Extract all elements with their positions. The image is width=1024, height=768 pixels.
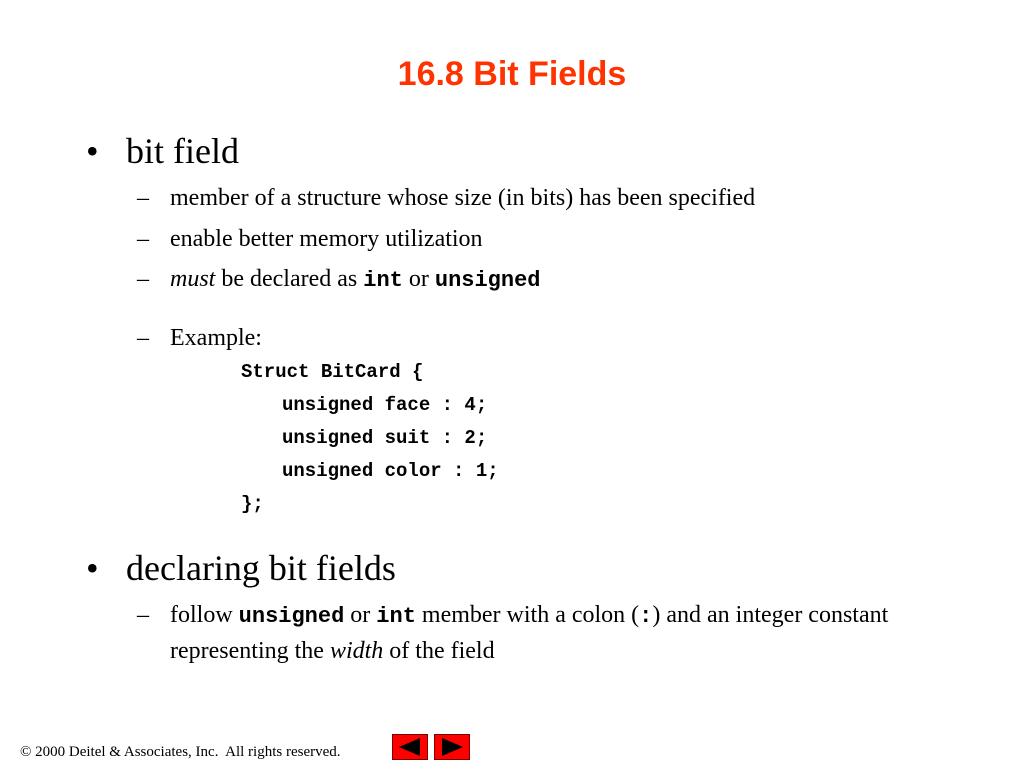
- text-segment: follow: [170, 602, 239, 628]
- dash-marker: –: [137, 226, 149, 252]
- subitem-text: [170, 262, 957, 298]
- next-slide-button[interactable]: [434, 734, 470, 760]
- left-arrow-icon: [393, 735, 427, 759]
- bullet-marker: •: [86, 548, 99, 588]
- right-arrow-icon: [435, 735, 469, 759]
- subitem-text: [170, 598, 957, 668]
- code-line-color: unsigned color : 1;: [282, 460, 499, 482]
- copyright-footer: © 2000 Deitel & Associates, Inc. All rights reserved.: [20, 744, 341, 760]
- code-colon: :: [639, 604, 653, 629]
- subitem-text: member of a structure whose size (in bits) has been specified: [170, 185, 756, 211]
- slide-title: 16.8 Bit Fields: [397, 55, 627, 93]
- code-line-face: unsigned face : 4;: [282, 394, 488, 416]
- bullet-text: declaring bit fields: [126, 548, 396, 588]
- example-label: Example:: [170, 325, 262, 351]
- subitem-text: enable better memory utilization: [170, 226, 483, 252]
- dash-marker: –: [137, 185, 149, 211]
- dash-marker: –: [137, 602, 149, 628]
- bullet-text: bit field: [126, 131, 239, 171]
- text-segment: or: [344, 602, 377, 628]
- subitem-follow-unsigned: [137, 598, 957, 668]
- text-segment: ) and an integer constant representing the: [170, 602, 895, 664]
- subitem-must-be-declared: [137, 262, 957, 298]
- text-segment: or: [402, 266, 435, 292]
- emphasis-width: width: [329, 638, 384, 664]
- code-line-struct: Struct BitCard {: [241, 361, 424, 383]
- subitem-member-of-structure: [137, 181, 957, 215]
- bullet-marker: •: [86, 131, 99, 171]
- code-unsigned: unsigned: [434, 268, 541, 293]
- text-segment: member with a colon (: [415, 602, 640, 628]
- code-int: int: [376, 604, 416, 629]
- bullet-declaring-bit-fields: [86, 547, 396, 589]
- code-line-close: };: [241, 493, 264, 515]
- code-line-suit: unsigned suit : 2;: [282, 427, 488, 449]
- dash-marker: –: [137, 325, 149, 351]
- bullet-bit-field: [86, 130, 239, 172]
- text-segment: of the field: [383, 638, 495, 664]
- text-segment: be declared as: [215, 266, 364, 292]
- previous-slide-button[interactable]: [392, 734, 428, 760]
- code-unsigned: unsigned: [238, 604, 345, 629]
- emphasis-must: must: [170, 266, 216, 292]
- code-int: int: [363, 268, 403, 293]
- dash-marker: –: [137, 266, 149, 292]
- subitem-example: [137, 321, 957, 355]
- subitem-memory-utilization: [137, 222, 957, 256]
